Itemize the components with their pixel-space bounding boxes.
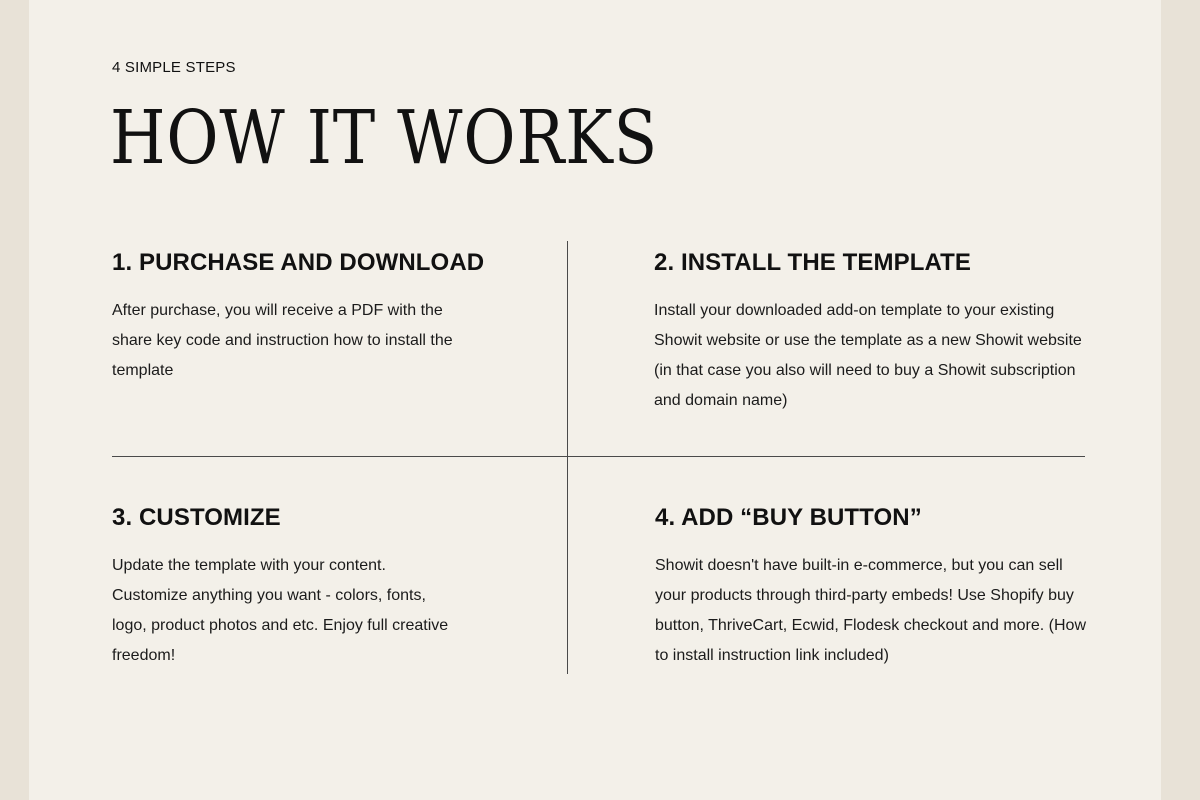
step-title: 3. CUSTOMIZE — [112, 504, 281, 531]
step-description: Install your downloaded add-on template to your existing Showit website or use the template as a new Showit website (in that case you also will need to buy a Showit subscription and domain name) — [654, 302, 1082, 409]
step-card-install — [654, 248, 1084, 416]
step-card-customize — [112, 503, 462, 671]
step-title: 1. PURCHASE AND DOWNLOAD — [112, 249, 485, 276]
step-title: 4. ADD “BUY BUTTON” — [655, 504, 922, 531]
step-description: Showit doesn't have built-in e-commerce, but you can sell your products through third-party embeds! Use Shopify buy button, ThriveCart, Ecwid, Flodesk checkout and more. (How to install instruction link included) — [655, 557, 1086, 664]
page-title: HOW IT WORKS — [110, 95, 659, 181]
step-description: After purchase, you will receive a PDF with the share key code and instruction how to install the template — [112, 302, 453, 379]
vertical-divider — [567, 241, 568, 674]
horizontal-divider — [112, 456, 1085, 457]
step-card-purchase — [112, 248, 485, 386]
section-eyebrow: 4 SIMPLE STEPS — [112, 59, 236, 76]
step-title: 2. INSTALL THE TEMPLATE — [654, 249, 971, 276]
step-description: Update the template with your content. Customize anything you want - colors, fonts, logo, product photos and etc. Enjoy full creative freedom! — [112, 557, 449, 664]
step-card-buy-button — [655, 503, 1095, 671]
